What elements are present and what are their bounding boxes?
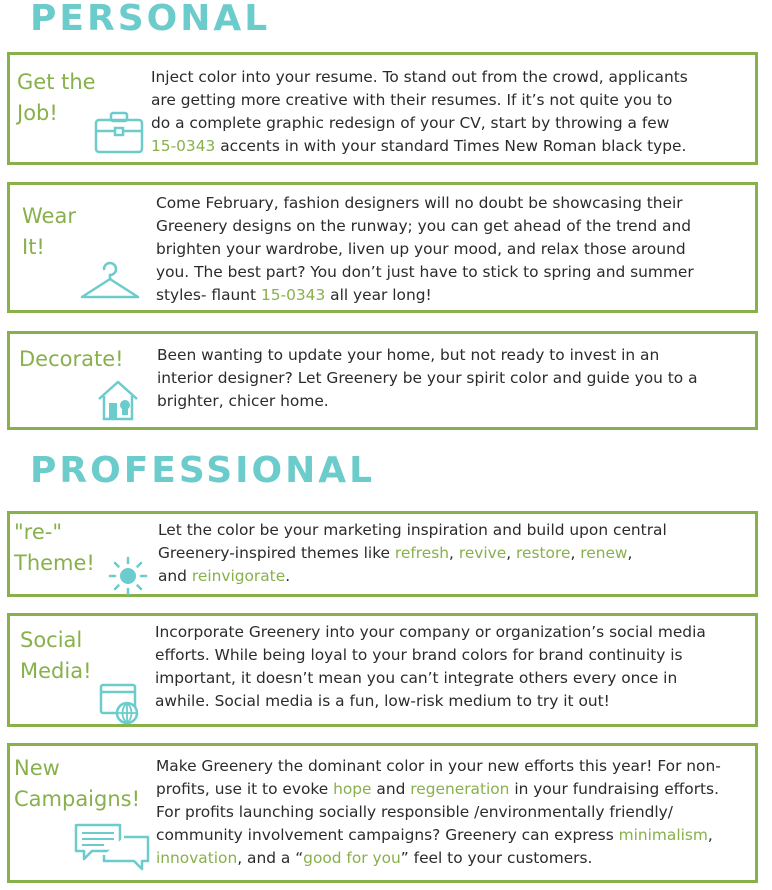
house-icon	[96, 378, 140, 422]
text-segment: ,	[707, 826, 713, 844]
card-title-social: Social Media!	[20, 628, 92, 683]
text-segment: Inject color into your resume. To stand out from the crowd, applicants	[151, 68, 688, 86]
card-re-theme	[7, 511, 758, 597]
card-decorate	[7, 331, 758, 430]
text-segment: .	[285, 567, 291, 585]
card-wear-it	[7, 182, 758, 313]
text-segment: and	[371, 780, 411, 798]
text-segment: all year long!	[325, 286, 432, 304]
briefcase-icon	[94, 111, 144, 155]
text-segment: Incorporate Greenery into your company or organization’s social media	[155, 623, 706, 641]
text-segment: community involvement campaigns? Greenery can express	[156, 826, 619, 844]
card-social-media	[7, 613, 758, 727]
text-segment: ,	[449, 544, 459, 562]
word-innovation: innovation	[156, 849, 238, 867]
word-hope: hope	[333, 780, 372, 798]
card-text-wear	[156, 192, 694, 307]
text-segment: Greenery-inspired themes like	[158, 544, 395, 562]
text-segment: styles- flaunt	[156, 286, 261, 304]
theme-word-renew: renew	[580, 544, 628, 562]
text-segment: Make Greenery the dominant color in your new efforts this year! For non-	[156, 757, 721, 775]
chat-bubbles-icon	[74, 823, 150, 873]
text-segment: are getting more creative with their resumes. If it’s not quite you to	[151, 91, 673, 109]
section-heading-professional: PROFESSIONAL	[30, 450, 376, 491]
theme-word-refresh: refresh	[394, 544, 450, 562]
text-segment: brighten your wardrobe, liven up your mood, and relax those around	[156, 240, 686, 258]
text-segment: Come February, fashion designers will no doubt be showcasing their	[156, 194, 683, 212]
theme-word-reinvigorate: reinvigorate	[191, 567, 286, 585]
phrase-good-for-you: good for you	[303, 849, 401, 867]
text-segment: brighter, chicer home.	[157, 392, 329, 410]
text-segment: ” feel to your customers.	[400, 849, 593, 867]
card-text-campaigns	[156, 755, 721, 870]
card-text-social	[155, 621, 706, 713]
text-segment: awhile. Social media is a fun, low-risk medium to try it out!	[155, 692, 610, 710]
card-title-campaigns: New Campaigns!	[14, 756, 141, 811]
color-code-highlight: 15-0343	[151, 137, 216, 155]
text-segment: Been wanting to update your home, but not ready to invest in an	[157, 346, 660, 364]
text-segment: profits, use it to evoke	[156, 780, 334, 798]
hanger-icon	[78, 261, 142, 301]
text-segment: important, it doesn’t mean you can’t integrate others every once in	[155, 669, 678, 687]
word-minimalism: minimalism	[618, 826, 708, 844]
text-segment: Greenery designs on the runway; you can get ahead of the trend and	[156, 217, 691, 235]
card-title-theme: "re-" Theme!	[14, 520, 95, 575]
text-segment: , and a “	[237, 849, 304, 867]
word-regeneration: regeneration	[410, 780, 510, 798]
text-segment: interior designer? Let Greenery be your spirit color and guide you to a	[157, 369, 698, 387]
text-segment: ,	[627, 544, 633, 562]
text-segment: do a complete graphic redesign of your CV, start by throwing a few	[151, 114, 670, 132]
text-segment: ,	[570, 544, 581, 562]
sun-icon	[108, 556, 148, 596]
card-title-job: Get the Job!	[17, 70, 96, 125]
card-title-decorate: Decorate!	[19, 347, 124, 371]
text-segment: accents in with your standard Times New Roman black type.	[215, 137, 687, 155]
card-text-decorate	[157, 344, 698, 413]
text-segment: you. The best part? You don’t just have to stick to spring and summer	[156, 263, 694, 281]
section-heading-personal: PERSONAL	[30, 0, 271, 39]
text-segment: and	[158, 567, 192, 585]
card-title-wear: Wear It!	[22, 204, 76, 259]
text-segment: Let the color be your marketing inspiration and build upon central	[158, 521, 667, 539]
card-new-campaigns	[7, 743, 758, 883]
web-globe-icon	[99, 683, 141, 725]
text-segment: ,	[506, 544, 517, 562]
theme-word-restore: restore	[516, 544, 571, 562]
text-segment: in your fundraising efforts.	[509, 780, 719, 798]
card-get-the-job	[7, 52, 758, 165]
color-code-highlight: 15-0343	[260, 286, 326, 304]
card-text-theme	[158, 519, 667, 588]
text-segment: For profits launching socially responsible /environmentally friendly/	[156, 803, 673, 821]
text-segment: efforts. While being loyal to your brand colors for brand continuity is	[155, 646, 683, 664]
card-text-job	[151, 66, 688, 158]
theme-word-revive: revive	[458, 544, 507, 562]
